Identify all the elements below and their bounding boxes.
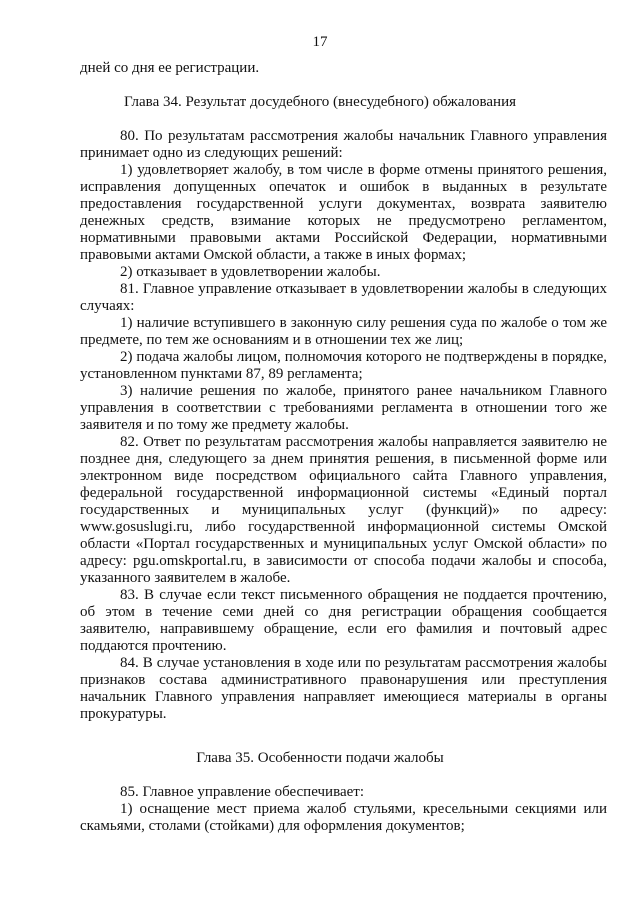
- chapter-35-heading: Глава 35. Особенности подачи жалобы: [196, 750, 444, 766]
- chapter-34-heading: Глава 34. Результат досудебного (внесудебного) обжалования: [124, 94, 516, 110]
- text-block-2: [80, 128, 607, 723]
- paragraph-84: 84. В случае установления в ходе или по результатам рассмотрения жалобы признаков состава административного правонарушения или преступления начальник Главного управления направляет имеющиеся материалы в органы прокуратуры.: [80, 655, 607, 722]
- paragraph-80: 80. По результатам рассмотрения жалобы начальник Главного управления принимает одно из следующих решений:: [80, 128, 607, 161]
- paragraph: дней со дня ее регистрации.: [80, 60, 260, 76]
- text-block-3: [80, 784, 607, 835]
- paragraph-81-1: 1) наличие вступившего в законную силу решения суда по жалобе о том же предмете, по тем же основаниям и в отношении тех же лиц;: [80, 315, 607, 348]
- paragraph-81-3: 3) наличие решения по жалобе, принятого ранее начальником Главного управления в соответствии с требованиями регламента в отношении того же заявителя и по тому же предмету жалобы.: [80, 383, 607, 433]
- paragraph-81: 81. Главное управление отказывает в удовлетворении жалобы в следующих случаях:: [80, 281, 607, 314]
- paragraph-80-1: 1) удовлетворяет жалобу, в том числе в форме отмены принятого решения, исправления допущенных опечаток и ошибок в выданных в результате предоставления государственной услуги документах, возврата заявителю денежных средств, взимание которых не предусмотрено регламентом, нормативными правовыми актами Российской Федерации, нормативными правовыми актами Омской области, а также в иных формах;: [80, 162, 607, 263]
- paragraph-80-2: 2) отказывает в удовлетворении жалобы.: [120, 264, 381, 280]
- text-block-1: [80, 60, 607, 77]
- page-number: 17: [312, 34, 328, 50]
- paragraph-81-2: 2) подача жалобы лицом, полномочия которого не подтверждены в порядке, установленном пунктами 87, 89 регламента;: [80, 349, 607, 382]
- paragraph-83: 83. В случае если текст письменного обращения не поддается прочтению, об этом в течение семи дней со дня регистрации обращения сообщается заявителю, направившему обращение, если его фамилия и почтовый адрес поддаются прочтению.: [80, 587, 607, 654]
- paragraph-85: 85. Главное управление обеспечивает:: [120, 784, 364, 800]
- paragraph-85-1: 1) оснащение мест приема жалоб стульями, кресельными секциями или скамьями, столами (стойками) для оформления документов;: [80, 801, 607, 834]
- paragraph-82: 82. Ответ по результатам рассмотрения жалобы направляется заявителю не позднее дня, следующего за днем принятия решения, в письменной форме или электронном виде посредством официального сайта Главного управления, федеральной государственной информационной системы «Единый портал государственных и муниципальных услуг (функций)» по адресу: www.gosuslugi.ru, либо государственной информационной системы Омской области «Портал государственных и муниципальных услуг Омской области» по адресу: pgu.omskportal.ru, в зависимости от способа подачи жалобы и способа, указанного заявителем в жалобе.: [80, 434, 607, 586]
